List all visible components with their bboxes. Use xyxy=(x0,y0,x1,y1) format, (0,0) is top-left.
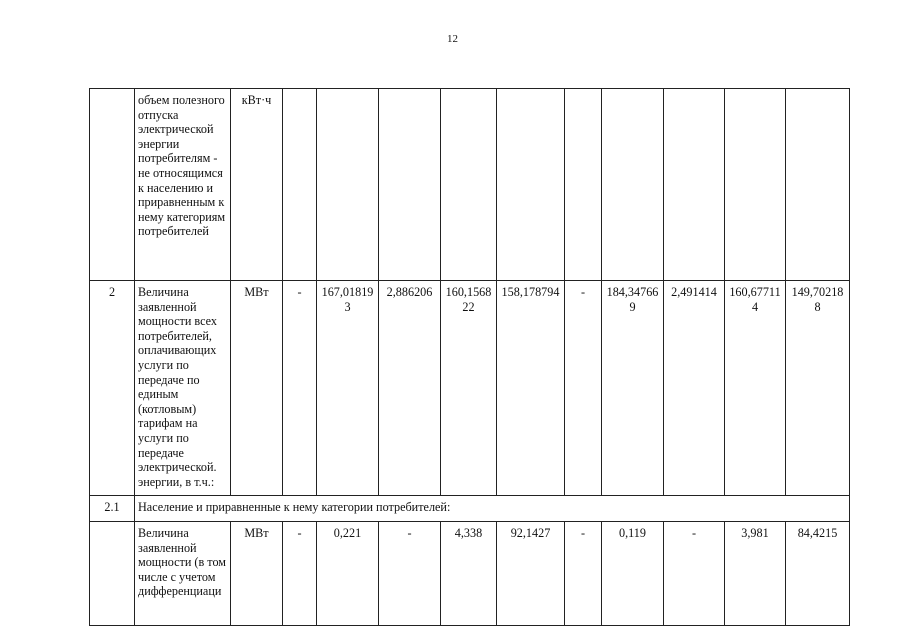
section-heading: Население и приравненные к нему категории потребителей: xyxy=(135,496,850,522)
page-number: 12 xyxy=(447,33,458,45)
value-cell xyxy=(379,89,441,281)
value-cell xyxy=(283,89,317,281)
row-number xyxy=(90,89,135,281)
value-cell: 167,018193 xyxy=(317,281,379,496)
value-cell: 2,491414 xyxy=(664,281,725,496)
row-number: 2.1 xyxy=(90,496,135,522)
value-cell xyxy=(602,89,664,281)
value-cell xyxy=(664,89,725,281)
data-table xyxy=(89,88,850,626)
value-cell xyxy=(565,89,602,281)
value-cell: - xyxy=(379,522,441,626)
value-cell xyxy=(317,89,379,281)
indicator-name: Величина заявленной мощности (в том числе с учетом дифференциаци xyxy=(135,522,231,626)
value-cell: 0,119 xyxy=(602,522,664,626)
table-row xyxy=(90,89,850,281)
value-cell xyxy=(497,89,565,281)
value-cell: 149,702188 xyxy=(786,281,850,496)
value-cell xyxy=(441,89,497,281)
value-cell: 0,221 xyxy=(317,522,379,626)
value-cell: - xyxy=(664,522,725,626)
value-cell: 84,4215 xyxy=(786,522,850,626)
unit-cell: кВт·ч xyxy=(231,89,283,281)
value-cell xyxy=(786,89,850,281)
value-cell: 92,1427 xyxy=(497,522,565,626)
value-cell xyxy=(725,89,786,281)
value-cell: 3,981 xyxy=(725,522,786,626)
table-row xyxy=(90,281,850,496)
value-cell: - xyxy=(565,281,602,496)
value-cell: 184,347669 xyxy=(602,281,664,496)
value-cell: 158,178794 xyxy=(497,281,565,496)
value-cell: 160,677114 xyxy=(725,281,786,496)
value-cell: - xyxy=(565,522,602,626)
value-cell: - xyxy=(283,281,317,496)
value-cell: 2,886206 xyxy=(379,281,441,496)
indicator-name: объем полезного отпуска электрической энергии потребителям - не относящимся к населению и приравненным к нему категориям потребителей xyxy=(135,89,231,281)
unit-cell: МВт xyxy=(231,522,283,626)
table-row xyxy=(90,496,850,522)
value-cell: 4,338 xyxy=(441,522,497,626)
row-number xyxy=(90,522,135,626)
value-cell: 160,156822 xyxy=(441,281,497,496)
unit-cell: МВт xyxy=(231,281,283,496)
value-cell: - xyxy=(283,522,317,626)
table-row xyxy=(90,522,850,626)
row-number: 2 xyxy=(90,281,135,496)
indicator-name: Величина заявленной мощности всех потребителей, оплачивающих услуги по передаче по единым (котловым) тарифам на услуги по передаче электрической. энергии, в т.ч.: xyxy=(135,281,231,496)
